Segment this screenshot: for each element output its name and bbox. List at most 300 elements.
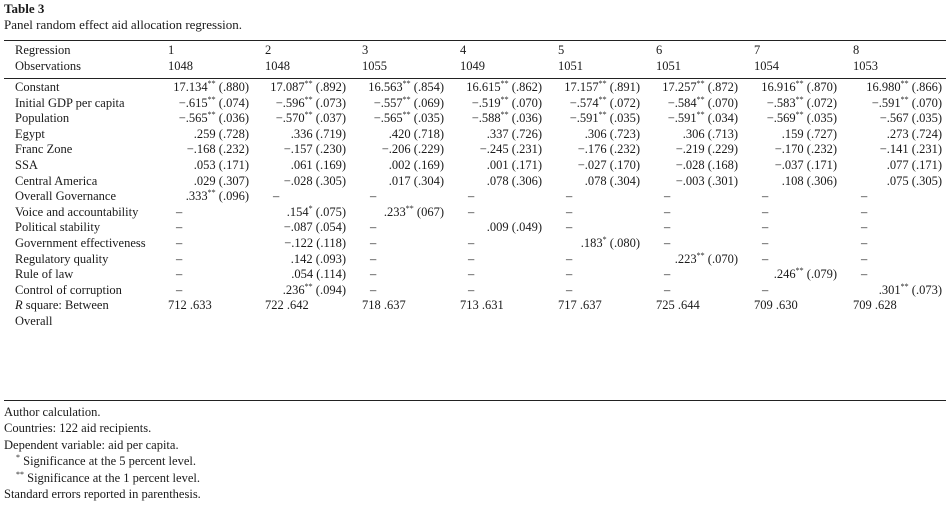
coefficient-value: −.027: [577, 157, 607, 172]
row-label: Voice and accountability: [15, 204, 139, 219]
coefficient-value: .054: [291, 267, 314, 282]
coefficient-cell: [546, 142, 644, 158]
empty-cell-dash: –: [762, 235, 769, 250]
significance-mark: **: [696, 94, 705, 104]
coefficient-value: −.157: [283, 142, 313, 157]
note-dependent-variable: Dependent variable: aid per capita.: [4, 437, 179, 452]
observation-count: 1048: [265, 59, 290, 73]
coefficient-value: −.596: [275, 95, 305, 110]
standard-error: (.724): [911, 126, 942, 141]
significance-mark: **: [696, 79, 705, 88]
coefficient-cell: [546, 80, 644, 96]
coefficient-value: −.591: [871, 95, 901, 110]
standard-error: (.229): [707, 142, 738, 157]
coefficient-value: −.569: [766, 111, 796, 126]
coefficient-cell: [546, 127, 644, 143]
coefficient-cell: [644, 111, 742, 127]
coefficient-cell: [644, 142, 742, 158]
regression-number: 7: [754, 43, 761, 57]
coefficient-cell: [742, 96, 841, 112]
rsquare-value: 709 .630: [754, 298, 798, 313]
coefficient-value: .183: [580, 235, 603, 250]
coefficient-value: .306: [584, 126, 607, 141]
standard-error: (.719): [315, 126, 346, 141]
empty-cell-dash: –: [861, 220, 868, 235]
coefficient-cell: [841, 174, 946, 190]
row-label: Control of corruption: [15, 282, 122, 297]
standard-error: (.054): [315, 220, 346, 235]
standard-error: (.073): [315, 95, 346, 110]
coefficient-value: −.003: [675, 173, 705, 188]
standard-error: (.726): [511, 126, 542, 141]
observation-count: 1054: [754, 59, 779, 73]
significance-mark: **: [795, 94, 804, 104]
coefficient-value: .002: [388, 157, 411, 172]
standard-error: (.074): [218, 95, 249, 110]
coefficient-cell: [350, 127, 448, 143]
coefficient-value: 17.257: [662, 80, 697, 94]
coefficient-cell: [350, 80, 448, 96]
coefficient-cell: [448, 111, 546, 127]
coefficient-cell: [644, 252, 742, 268]
coefficient-cell: [742, 142, 841, 158]
empty-cell-dash: –: [762, 282, 769, 297]
empty-cell-dash: –: [468, 282, 475, 297]
table-notes: [4, 404, 201, 502]
standard-error: (.035): [806, 111, 837, 126]
row-label: SSA: [15, 157, 38, 172]
empty-cell-dash: –: [468, 267, 475, 282]
significance-mark: **: [900, 94, 909, 104]
coefficient-value: .077: [886, 157, 909, 172]
empty-cell-dash: –: [468, 189, 475, 204]
observation-count: 1053: [853, 59, 878, 73]
significance-mark: **: [795, 79, 804, 88]
standard-error: (.049): [511, 220, 542, 235]
row-label: Franc Zone: [15, 142, 73, 157]
coefficient-value: .001: [486, 157, 509, 172]
standard-error: (.171): [806, 157, 837, 172]
coefficient-cell: [644, 127, 742, 143]
standard-error: (.872): [707, 80, 738, 94]
coefficient-value: −.591: [569, 111, 599, 126]
coefficient-cell: [448, 142, 546, 158]
empty-cell-dash: –: [762, 220, 769, 235]
coefficient-cell: [253, 142, 350, 158]
row-label: Constant: [15, 80, 60, 94]
coefficient-cell: [841, 111, 946, 127]
significance-mark: **: [696, 110, 705, 120]
asterisk-mark: *: [16, 453, 20, 463]
empty-cell-dash: –: [176, 204, 183, 219]
coefficient-value: −.583: [766, 95, 796, 110]
coefficient-value: −.570: [275, 111, 305, 126]
coefficient-cell: [742, 127, 841, 143]
coefficient-value: −.087: [283, 220, 313, 235]
note-source: Author calculation.: [4, 405, 101, 419]
coefficient-value: .273: [886, 126, 909, 141]
standard-error: (.035): [911, 111, 942, 126]
observation-count: 1051: [558, 59, 583, 73]
standard-error: (.070): [707, 251, 738, 266]
coefficient-value: .337: [486, 126, 509, 141]
coefficient-cell: [841, 127, 946, 143]
standard-error: (.070): [511, 95, 542, 110]
standard-error: (.094): [315, 282, 346, 297]
coefficient-value: −.591: [667, 111, 697, 126]
regression-number: 6: [656, 43, 663, 57]
empty-cell-dash: –: [566, 204, 573, 219]
empty-cell-dash: –: [176, 282, 183, 297]
standard-error: (067): [416, 204, 444, 219]
coefficient-value: .223: [674, 251, 697, 266]
table-row: [4, 189, 946, 205]
standard-error: (.862): [511, 80, 542, 94]
significance-mark: **: [304, 281, 313, 291]
standard-error: (.075): [315, 204, 346, 219]
standard-error: (.096): [218, 189, 249, 204]
note-sig5-text: Significance at the 5 percent level.: [20, 454, 196, 469]
coefficient-cell: [448, 96, 546, 112]
coefficient-cell: [644, 80, 742, 96]
standard-error: (.230): [315, 142, 346, 157]
regression-number: 4: [460, 43, 467, 57]
standard-error: (.035): [413, 111, 444, 126]
standard-error: (.727): [806, 126, 837, 141]
significance-mark: **: [207, 110, 216, 120]
rsquare-label-line2: Overall: [15, 313, 53, 328]
table-title: Table 3: [4, 1, 45, 16]
coefficient-cell: [350, 142, 448, 158]
significance-mark: **: [304, 79, 313, 88]
standard-error: (.035): [609, 111, 640, 126]
standard-error: (.305): [911, 173, 942, 188]
coefficient-value: 16.916: [761, 80, 796, 94]
standard-error: (.866): [911, 80, 942, 94]
standard-error: (.114): [316, 267, 346, 282]
standard-error: (.034): [707, 111, 738, 126]
empty-cell-dash: –: [370, 282, 377, 297]
coefficient-cell: [156, 158, 253, 174]
table-row: [4, 220, 946, 236]
standard-error: (.306): [806, 173, 837, 188]
coefficient-cell: [841, 142, 946, 158]
coefficient-cell: [644, 158, 742, 174]
coefficient-cell: [546, 158, 644, 174]
coefficient-value: 16.980: [866, 80, 901, 94]
significance-mark: *: [602, 234, 607, 244]
standard-error: (.073): [911, 282, 942, 297]
empty-cell-dash: –: [861, 189, 868, 204]
row-label: Egypt: [15, 126, 45, 141]
coefficient-cell: [253, 111, 350, 127]
standard-error: (.170): [609, 157, 640, 172]
table-row: [4, 283, 946, 299]
coefficient-cell: [448, 158, 546, 174]
standard-error: (.231): [511, 142, 542, 157]
table-row: [4, 80, 946, 96]
coefficient-cell: [841, 283, 946, 299]
coefficient-value: −.219: [675, 142, 705, 157]
coefficient-value: .159: [781, 126, 804, 141]
coefficient-value: −.176: [577, 142, 607, 157]
standard-error: (.718): [413, 126, 444, 141]
empty-cell-dash: –: [664, 204, 671, 219]
coefficient-value: .029: [193, 173, 216, 188]
header-row-regression: [4, 42, 946, 58]
standard-error: (.891): [609, 80, 640, 94]
standard-error: (.079): [806, 267, 837, 282]
table-row: [4, 111, 946, 127]
standard-error: (.728): [218, 126, 249, 141]
coefficient-value: .154: [286, 204, 309, 219]
coefficient-cell: [350, 174, 448, 190]
empty-cell-dash: –: [861, 235, 868, 250]
empty-cell-dash: –: [762, 204, 769, 219]
coefficient-value: .333: [185, 189, 208, 204]
table-row: [4, 236, 946, 252]
significance-mark: **: [402, 79, 411, 88]
bottom-rule: [4, 400, 946, 401]
rsquare-value: 725 .644: [656, 298, 700, 313]
table-row: [4, 174, 946, 190]
table-row: [4, 205, 946, 221]
empty-cell-dash: –: [566, 267, 573, 282]
empty-cell-dash: –: [566, 220, 573, 235]
empty-cell-dash: –: [762, 189, 769, 204]
standard-error: (.171): [911, 157, 942, 172]
coefficient-cell: [156, 127, 253, 143]
observation-count: 1055: [362, 59, 387, 73]
rsquare-value: 718 .637: [362, 298, 406, 313]
row-label: Population: [15, 111, 70, 126]
empty-cell-dash: –: [762, 251, 769, 266]
empty-cell-dash: –: [861, 204, 868, 219]
coefficient-cell: [350, 111, 448, 127]
standard-error: (.232): [609, 142, 640, 157]
standard-error: (.723): [609, 126, 640, 141]
coefficient-value: −.588: [471, 111, 501, 126]
row-label: Central America: [15, 173, 98, 188]
significance-mark: **: [405, 203, 414, 213]
coefficient-value: .301: [878, 282, 901, 297]
coefficient-cell: [546, 236, 644, 252]
empty-cell-dash: –: [468, 235, 475, 250]
significance-mark: **: [304, 110, 313, 120]
table-row: [4, 252, 946, 268]
standard-error: (.171): [511, 157, 542, 172]
coefficient-cell: [841, 80, 946, 96]
significance-mark: **: [207, 79, 216, 88]
coefficient-value: .078: [486, 173, 509, 188]
standard-error: (.231): [911, 142, 942, 157]
significance-mark: **: [900, 281, 909, 291]
coefficient-cell: [253, 205, 350, 221]
coefficient-cell: [742, 111, 841, 127]
coefficient-cell: [448, 127, 546, 143]
observation-count: 1051: [656, 59, 681, 73]
coefficient-cell: [156, 174, 253, 190]
header-label-observations: Observations: [15, 59, 81, 73]
coefficient-value: −.615: [178, 95, 208, 110]
standard-error: (.232): [806, 142, 837, 157]
coefficient-cell: [350, 158, 448, 174]
empty-cell-dash: –: [176, 220, 183, 235]
coefficient-cell: [253, 158, 350, 174]
coefficient-value: −.168: [186, 142, 216, 157]
coefficient-cell: [448, 220, 546, 236]
coefficient-cell: [644, 96, 742, 112]
empty-cell-dash: –: [861, 251, 868, 266]
empty-cell-dash: –: [468, 251, 475, 266]
standard-error: (.169): [315, 157, 346, 172]
significance-mark: **: [207, 188, 216, 198]
standard-error: (.036): [511, 111, 542, 126]
row-label: Political stability: [15, 220, 101, 235]
top-rule: [4, 40, 946, 41]
table-caption: Panel random effect aid allocation regression.: [4, 17, 243, 32]
empty-cell-dash: –: [176, 251, 183, 266]
empty-cell-dash: –: [273, 189, 280, 204]
empty-cell-dash: –: [176, 235, 183, 250]
coefficient-cell: [546, 111, 644, 127]
standard-error: (.232): [218, 142, 249, 157]
significance-mark: **: [795, 110, 804, 120]
coefficient-cell: [253, 283, 350, 299]
significance-mark: **: [598, 110, 607, 120]
rsquare-label-rest: square: Between: [22, 298, 109, 313]
coefficient-value: .017: [388, 173, 411, 188]
rsquare-value: 722 .642: [265, 298, 309, 313]
regression-number: 5: [558, 43, 565, 57]
significance-mark: **: [207, 94, 216, 104]
coefficient-cell: [448, 80, 546, 96]
standard-error: (.072): [806, 95, 837, 110]
coefficient-cell: [253, 236, 350, 252]
empty-cell-dash: –: [664, 267, 671, 282]
empty-cell-dash: –: [370, 189, 377, 204]
rsquare-label: [4, 298, 156, 329]
regression-number: 2: [265, 43, 272, 57]
rsquare-label-italic: R: [15, 298, 23, 313]
rsquare-value: 709 .628: [853, 298, 897, 313]
coefficient-cell: [253, 80, 350, 96]
standard-error: (.713): [707, 126, 738, 141]
header-row-observations: [4, 58, 946, 74]
note-sig1-text: Significance at the 1 percent level.: [24, 470, 200, 485]
standard-error: (.307): [218, 173, 249, 188]
standard-error: (.072): [609, 95, 640, 110]
standard-error: (.870): [806, 80, 837, 94]
coefficient-cell: [644, 174, 742, 190]
coefficient-value: −.584: [667, 95, 697, 110]
empty-cell-dash: –: [664, 189, 671, 204]
coefficient-value: −.170: [774, 142, 804, 157]
empty-cell-dash: –: [370, 267, 377, 282]
coefficient-cell: [156, 96, 253, 112]
coefficient-value: −.519: [471, 95, 501, 110]
note-significance-5: [4, 453, 201, 469]
observation-count: 1048: [168, 59, 193, 73]
coefficient-value: −.567: [879, 111, 909, 126]
observation-count: 1049: [460, 59, 485, 73]
coefficient-value: −.141: [879, 142, 909, 157]
coefficient-value: .061: [290, 157, 313, 172]
coefficient-cell: [156, 80, 253, 96]
coefficient-value: .053: [193, 157, 216, 172]
coefficient-cell: [156, 111, 253, 127]
note-standard-errors: Standard errors reported in parenthesis.: [4, 487, 201, 502]
row-label: Regulatory quality: [15, 251, 109, 266]
coefficient-value: −.028: [675, 157, 705, 172]
coefficient-value: .420: [388, 126, 411, 141]
coefficient-cell: [742, 267, 841, 283]
standard-error: (.301): [707, 173, 738, 188]
coefficient-cell: [841, 96, 946, 112]
coefficient-value: .259: [193, 126, 216, 141]
standard-error: (.069): [413, 95, 444, 110]
significance-mark: **: [598, 79, 607, 88]
significance-mark: *: [308, 203, 313, 213]
empty-cell-dash: –: [176, 267, 183, 282]
coefficient-cell: [350, 96, 448, 112]
coefficient-value: −.037: [774, 157, 804, 172]
standard-error: (.229): [413, 142, 444, 157]
regression-number: 1: [168, 43, 175, 57]
coefficient-cell: [253, 127, 350, 143]
standard-error: (.118): [316, 235, 346, 250]
table-row: [4, 127, 946, 143]
standard-error: (.306): [511, 173, 542, 188]
coefficient-value: 17.134: [173, 80, 208, 94]
coefficient-cell: [253, 96, 350, 112]
coefficient-cell: [156, 189, 253, 205]
coefficient-value: .246: [773, 267, 796, 282]
note-significance-1: [4, 470, 201, 486]
coefficient-value: −.574: [569, 95, 599, 110]
coefficient-cell: [742, 174, 841, 190]
coefficient-cell: [546, 174, 644, 190]
coefficient-cell: [253, 267, 350, 283]
coefficient-value: −.028: [283, 173, 313, 188]
empty-cell-dash: –: [566, 282, 573, 297]
row-label: Government effectiveness: [15, 235, 146, 250]
coefficient-cell: [742, 158, 841, 174]
note-countries: Countries: 122 aid recipients.: [4, 421, 152, 436]
significance-mark: **: [402, 94, 411, 104]
standard-error: (.892): [315, 80, 346, 94]
header-label-regression: Regression: [15, 43, 71, 57]
standard-error: (.070): [707, 95, 738, 110]
rsquare-value: 712 .633: [168, 298, 212, 313]
coefficient-cell: [841, 158, 946, 174]
empty-cell-dash: –: [370, 220, 377, 235]
empty-cell-dash: –: [468, 204, 475, 219]
coefficient-value: −.122: [284, 235, 314, 250]
empty-cell-dash: –: [664, 235, 671, 250]
coefficient-value: .108: [781, 173, 804, 188]
standard-error: (.168): [707, 157, 738, 172]
standard-error: (.080): [609, 235, 640, 250]
table-row: [4, 142, 946, 158]
significance-mark: **: [598, 94, 607, 104]
standard-error: (.093): [315, 251, 346, 266]
significance-mark: **: [304, 94, 313, 104]
coefficient-cell: [253, 252, 350, 268]
standard-error: (.304): [609, 173, 640, 188]
rsquare-value: 713 .631: [460, 298, 504, 313]
coefficient-value: −.206: [381, 142, 411, 157]
